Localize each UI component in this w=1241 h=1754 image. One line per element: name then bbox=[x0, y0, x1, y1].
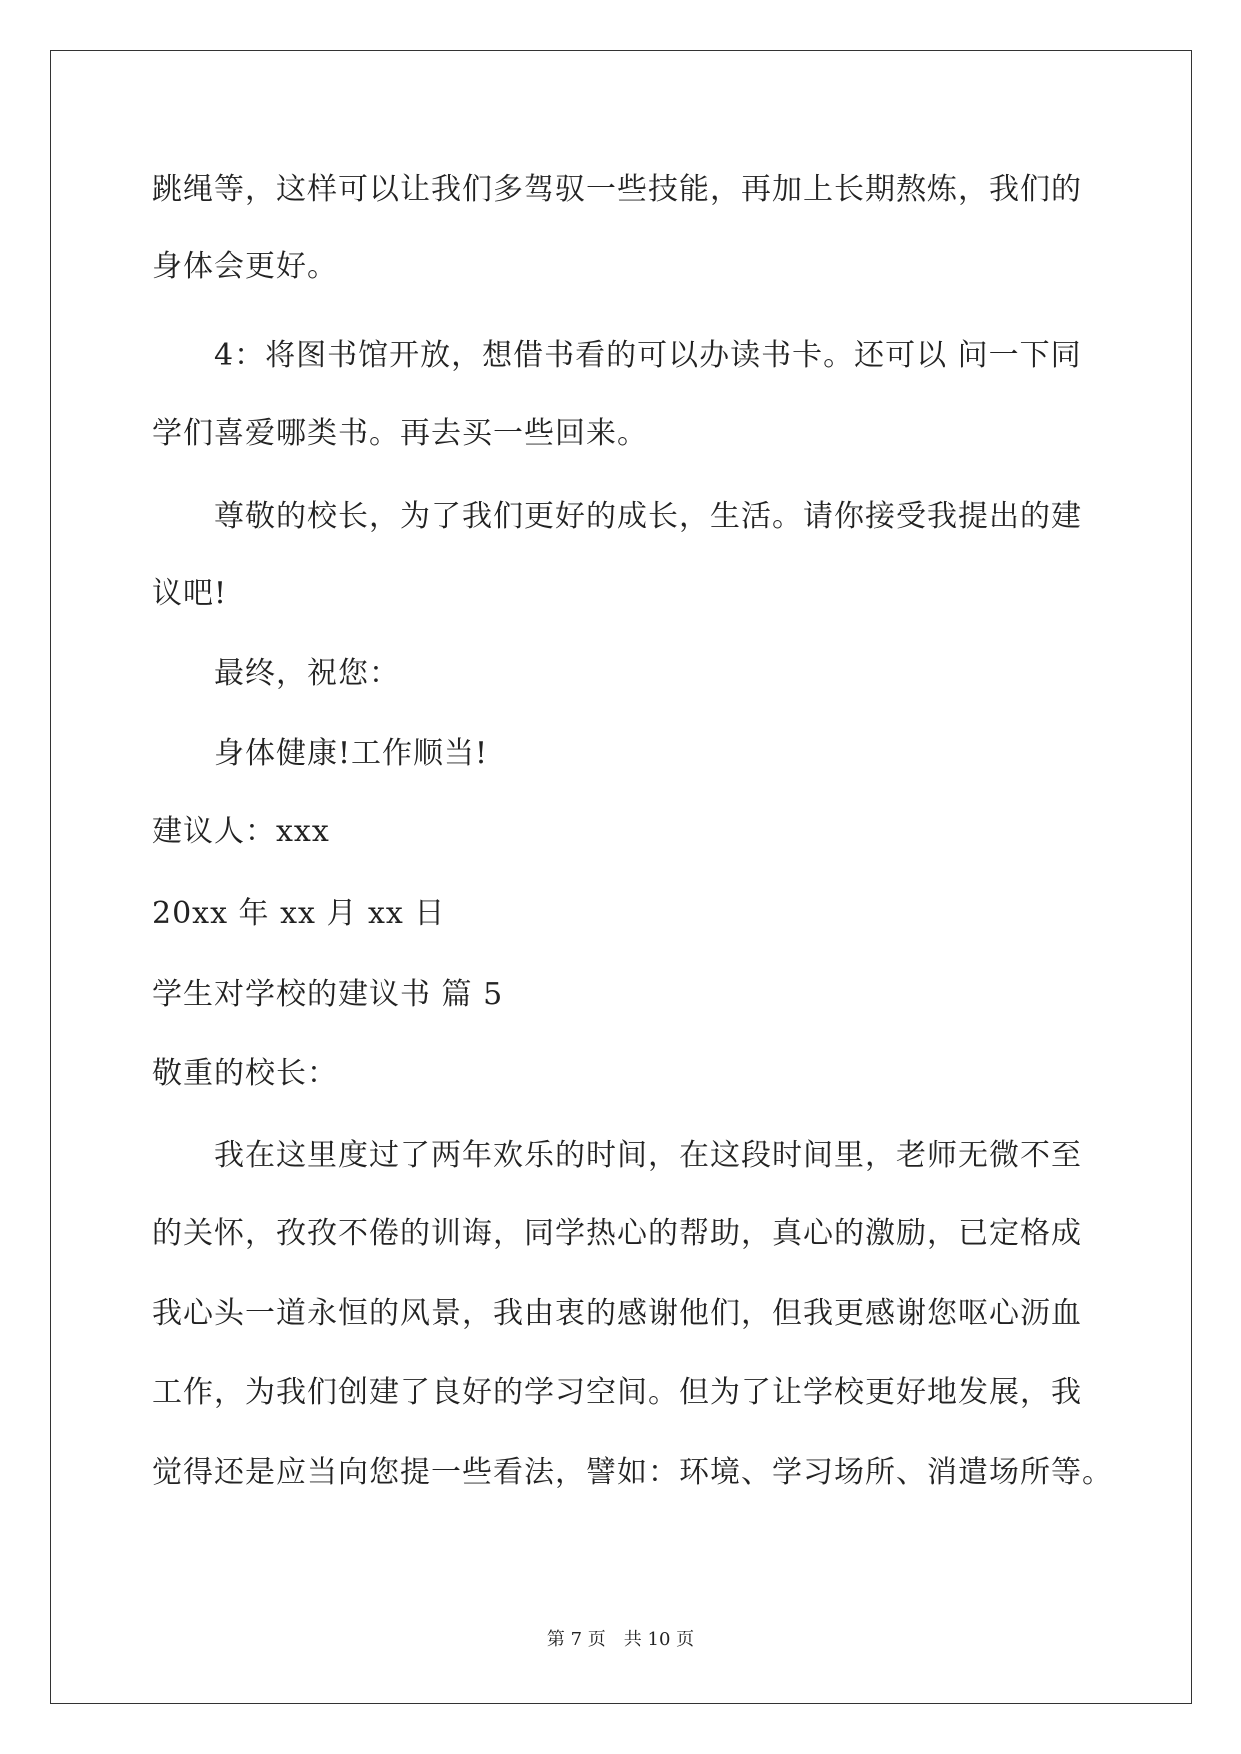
page-number-footer: 第 7 页 共 10 页 bbox=[546, 1629, 695, 1650]
body-line-1: 跳绳等，这样可以让我们多驾驭一些技能，再加上长期熬炼，我们的 bbox=[152, 172, 1082, 207]
body-line-17: 觉得还是应当向您提一些看法，譬如：环境、学习场所、消遣场所等。 bbox=[152, 1455, 1113, 1490]
body-line-6: 议吧! bbox=[152, 576, 228, 611]
closing-greeting: 最终，祝您： bbox=[214, 656, 400, 691]
closing-wish: 身体健康!工作顺当! bbox=[214, 736, 489, 771]
section-title: 学生对学校的建议书 篇 5 bbox=[152, 977, 504, 1012]
body-line-4: 学们喜爱哪类书。再去买一些回来。 bbox=[152, 416, 648, 451]
body-line-13: 我在这里度过了两年欢乐的时间，在这段时间里，老师无微不至 bbox=[214, 1138, 1082, 1173]
signature-date: 20xx 年 xx 月 xx 日 bbox=[152, 896, 446, 931]
salutation: 敬重的校长： bbox=[152, 1056, 338, 1091]
body-line-15: 我心头一道永恒的风景，我由衷的感谢他们，但我更感谢您呕心沥血 bbox=[152, 1296, 1082, 1331]
body-line-2: 身体会更好。 bbox=[152, 249, 338, 284]
body-line-14: 的关怀，孜孜不倦的训诲，同学热心的帮助，真心的激励，已定格成 bbox=[152, 1216, 1082, 1251]
body-line-5: 尊敬的校长，为了我们更好的成长，生活。请你接受我提出的建 bbox=[214, 499, 1082, 534]
signature-proposer: 建议人：xxx bbox=[152, 814, 330, 849]
body-line-3: 4：将图书馆开放，想借书看的可以办读书卡。还可以 问一下同 bbox=[214, 338, 1082, 373]
body-line-16: 工作，为我们创建了良好的学习空间。但为了让学校更好地发展，我 bbox=[152, 1375, 1082, 1410]
